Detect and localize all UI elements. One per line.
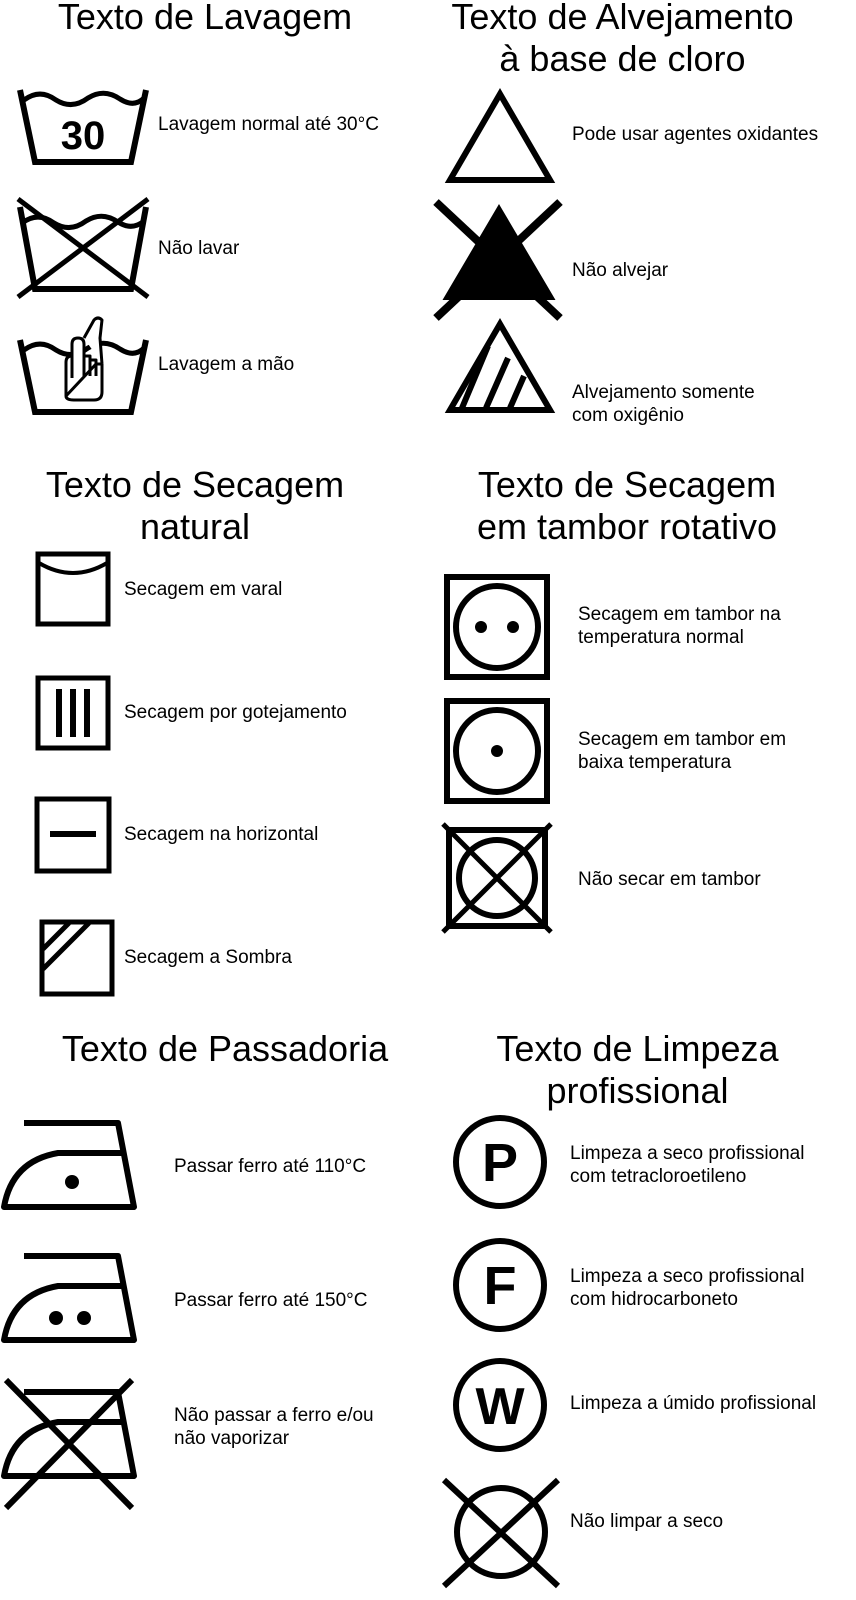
section-title-natural-drying-line2: natural xyxy=(139,506,251,547)
wet-clean-w-icon xyxy=(452,1357,548,1453)
label-flat-dry: Secagem na horizontal xyxy=(124,824,319,845)
label-iron-110: Passar ferro até 110°C xyxy=(174,1156,367,1177)
hand-wash-icon xyxy=(18,316,150,414)
do-not-wash-icon xyxy=(14,197,152,301)
section-title-professional-line1: Texto de Limpeza xyxy=(496,1028,779,1069)
label-tumble-dry-low-line2: baixa temperatura xyxy=(578,752,732,773)
tumble-dry-normal-icon xyxy=(444,574,550,680)
label-oxygen-bleach-line2: com oxigênio xyxy=(572,405,684,426)
label-iron-150: Passar ferro até 150°C xyxy=(174,1290,368,1311)
iron-medium-icon xyxy=(0,1250,140,1346)
section-title-tumble-drying xyxy=(420,464,834,548)
section-title-natural-drying-line1: Texto de Secagem xyxy=(45,464,345,505)
wash-tub-30-icon xyxy=(18,86,150,164)
dry-clean-p-icon xyxy=(452,1114,548,1210)
section-title-ironing: Texto de Passadoria xyxy=(61,1028,389,1069)
label-do-not-dry-clean: Não limpar a seco xyxy=(570,1511,724,1532)
section-title-bleach xyxy=(420,0,825,80)
label-tumble-dry-normal-line1: Secagem em tambor na xyxy=(578,604,781,625)
do-not-bleach-icon xyxy=(432,198,566,324)
bleach-triangle-icon xyxy=(444,88,556,184)
section-title-tumble-drying-line1: Texto de Secagem xyxy=(477,464,777,505)
line-dry-icon xyxy=(35,551,111,627)
tumble-dry-low-icon xyxy=(444,698,550,804)
dry-clean-f-icon xyxy=(452,1237,548,1333)
section-title-washing: Texto de Lavagem xyxy=(57,0,353,37)
section-title-bleach-line1: Texto de Alvejamento xyxy=(451,0,794,37)
label-do-not-wash: Não lavar xyxy=(158,238,240,259)
label-wet-clean: Limpeza a úmido profissional xyxy=(570,1393,817,1414)
drip-dry-icon xyxy=(35,675,111,751)
section-title-tumble-drying-line2: em tambor rotativo xyxy=(476,506,778,547)
label-line-dry: Secagem em varal xyxy=(124,579,283,600)
label-tumble-dry-low-line1: Secagem em tambor em xyxy=(578,729,787,750)
dry-clean-p-letter: P xyxy=(481,1133,519,1193)
label-normal-wash: Lavagem normal até 30°C xyxy=(158,114,379,135)
label-dry-clean-f-line1: Limpeza a seco profissional xyxy=(570,1266,805,1287)
shade-dry-icon xyxy=(39,919,115,997)
section-title-professional-line2: profissional xyxy=(546,1070,729,1111)
do-not-iron-icon xyxy=(0,1376,140,1514)
label-do-not-iron-line1: Não passar a ferro e/ou xyxy=(174,1405,374,1426)
label-hand-wash: Lavagem a mão xyxy=(158,354,295,375)
label-dry-clean-f-line2: com hidrocarboneto xyxy=(570,1289,738,1310)
label-oxygen-bleach-line1: Alvejamento somente xyxy=(572,382,755,403)
section-title-natural-drying xyxy=(0,464,390,548)
iron-low-icon xyxy=(0,1117,140,1213)
section-title-bleach-line2: à base de cloro xyxy=(499,38,746,79)
section-title-professional xyxy=(430,1028,845,1112)
label-do-not-bleach: Não alvejar xyxy=(572,260,669,281)
dry-clean-f-letter: F xyxy=(483,1256,517,1316)
label-oxidizing-agents: Pode usar agentes oxidantes xyxy=(572,124,819,145)
label-dry-clean-p-line2: com tetracloroetileno xyxy=(570,1166,747,1187)
wet-clean-w-letter: W xyxy=(475,1378,525,1436)
label-dry-clean-p-line1: Limpeza a seco profissional xyxy=(570,1143,805,1164)
label-do-not-iron-line2: não vaporizar xyxy=(174,1428,290,1449)
do-not-dry-clean-icon xyxy=(440,1472,562,1592)
label-drip-dry: Secagem por gotejamento xyxy=(124,702,347,723)
do-not-tumble-dry-icon xyxy=(441,822,553,934)
flat-dry-icon xyxy=(34,796,112,874)
label-do-not-tumble-dry: Não secar em tambor xyxy=(578,869,761,890)
oxygen-bleach-icon xyxy=(444,318,556,414)
label-shade-dry: Secagem a Sombra xyxy=(124,947,292,968)
wash-temperature-text: 30 xyxy=(60,114,106,158)
label-tumble-dry-normal-line2: temperatura normal xyxy=(578,627,744,648)
